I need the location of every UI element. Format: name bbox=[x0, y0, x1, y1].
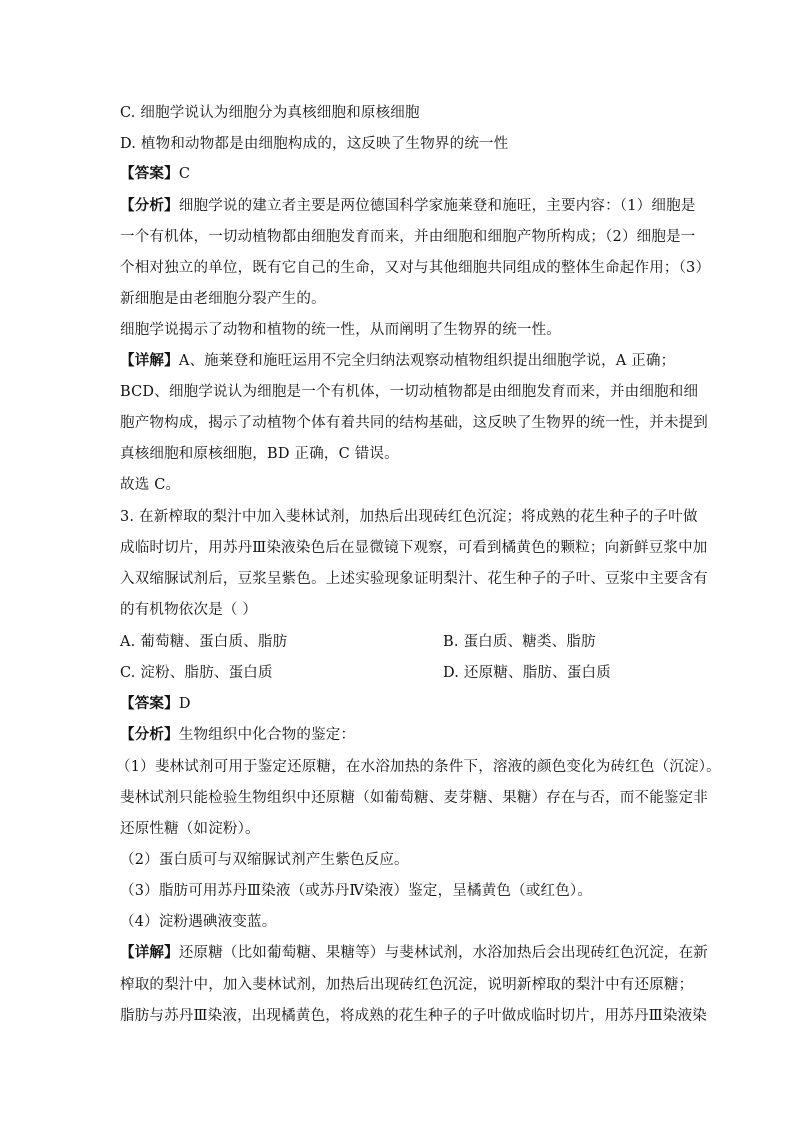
detail-line-3: 胞产物构成，揭示了动植物个体有着共同的结构基础，这反映了生物界的统一性，并未提到 bbox=[120, 415, 708, 431]
answer-tag: 【答案】 bbox=[120, 165, 179, 182]
q3-answer-line bbox=[120, 694, 191, 714]
answer-line bbox=[120, 164, 190, 184]
q3-detail-tag: 【详解】 bbox=[120, 944, 179, 961]
analysis-tag: 【分析】 bbox=[120, 197, 179, 214]
analysis-text: 细胞学说的建立者主要是两位德国科学家施莱登和施旺，主要内容：（1）细胞是 bbox=[178, 198, 696, 214]
q3-option-c: C. 淀粉、脂肪、蛋白质 bbox=[120, 665, 273, 681]
option-c: C. 细胞学说认为细胞分为真核细胞和原核细胞 bbox=[120, 105, 420, 121]
q3-stem-1: 3. 在新榨取的梨汁中加入斐林试剂，加热后出现砖红色沉淀；将成熟的花生种子的子叶做 bbox=[120, 509, 698, 525]
q3-analysis-line-3: 斐林试剂只能检验生物组织中还原糖（如葡萄糖、麦芽糖、果糖）存在与否，而不能鉴定非 bbox=[120, 790, 708, 806]
q3-detail-line-2: 榨取的梨汁中，加入斐林试剂，加热后出现砖红色沉淀，说明新榨取的梨汁中有还原糖； bbox=[120, 977, 694, 993]
q3-option-b: B. 蛋白质、糖类、脂肪 bbox=[443, 634, 596, 650]
detail-line-1 bbox=[120, 351, 675, 371]
analysis-line-5: 细胞学说揭示了动物和植物的统一性，从而阐明了生物界的统一性。 bbox=[120, 322, 561, 338]
q3-stem-4: 的有机物依次是（ ） bbox=[120, 602, 258, 618]
q3-detail-line-1 bbox=[120, 943, 708, 963]
detail-text: A、施莱登和施旺运用不完全归纳法观察动植物组织提出细胞学说，A 正确； bbox=[178, 353, 676, 369]
q3-stem-2: 成临时切片，用苏丹Ⅲ染液染色后在显微镜下观察，可看到橘黄色的颗粒；向新鲜豆浆中加 bbox=[120, 540, 708, 556]
answer-value: C bbox=[178, 166, 191, 182]
detail-line-4: 真核细胞和原核细胞，BD 正确，C 错误。 bbox=[120, 446, 399, 462]
q3-analysis-text: 生物组织中化合物的鉴定： bbox=[178, 727, 356, 743]
detail-tag: 【详解】 bbox=[120, 352, 179, 369]
q3-analysis-tag: 【分析】 bbox=[120, 726, 179, 743]
analysis-line-4: 新细胞是由老细胞分裂产生的。 bbox=[120, 291, 326, 307]
q3-analysis-line-1 bbox=[120, 725, 355, 745]
analysis-line-1 bbox=[120, 196, 696, 216]
q3-analysis-line-4: 还原性糖（如淀粉）。 bbox=[120, 821, 260, 837]
analysis-line-2: 一个有机体，一切动植物都由细胞发育而来，并由细胞和细胞产物所构成；（2）细胞是一 bbox=[120, 229, 696, 245]
q3-answer-value: D bbox=[178, 696, 191, 712]
q3-analysis-line-7: （4）淀粉遇碘液变蓝。 bbox=[120, 914, 277, 930]
detail-line-2: BCD、细胞学说认为细胞是一个有机体，一切动植物都是由细胞发育而来，并由细胞和细 bbox=[120, 384, 699, 400]
option-d: D. 植物和动物都是由细胞构成的，这反映了生物界的统一性 bbox=[120, 136, 509, 152]
q3-option-d: D. 还原糖、脂肪、蛋白质 bbox=[443, 665, 611, 681]
q3-analysis-line-6: （3）脂肪可用苏丹Ⅲ染液（或苏丹Ⅳ染液）鉴定，呈橘黄色（或红色）。 bbox=[120, 883, 593, 899]
q3-answer-tag: 【答案】 bbox=[120, 695, 179, 712]
analysis-line-3: 个相对独立的单位，既有它自己的生命，又对与其他细胞共同组成的整体生命起作用；（3） bbox=[120, 260, 711, 276]
q3-stem-3: 入双缩脲试剂后，豆浆呈紫色。上述实验现象证明梨汁、花生种子的子叶、豆浆中主要含有 bbox=[120, 571, 708, 587]
q3-analysis-line-2: （1）斐林试剂可用于鉴定还原糖，在水浴加热的条件下，溶液的颜色变化为砖红色（沉淀）。 bbox=[116, 759, 721, 775]
q3-detail-text: 还原糖（比如葡萄糖、果糖等）与斐林试剂，水浴加热后会出现砖红色沉淀，在新 bbox=[178, 945, 709, 961]
detail-line-5: 故选 C。 bbox=[120, 477, 181, 493]
q3-analysis-line-5: （2）蛋白质可与双缩脲试剂产生紫色反应。 bbox=[120, 852, 409, 868]
q3-option-a: A. 葡萄糖、蛋白质、脂肪 bbox=[120, 634, 288, 650]
q3-detail-line-3: 脂肪与苏丹Ⅲ染液，出现橘黄色，将成熟的花生种子的子叶做成临时切片，用苏丹Ⅲ染液染 bbox=[120, 1008, 707, 1024]
